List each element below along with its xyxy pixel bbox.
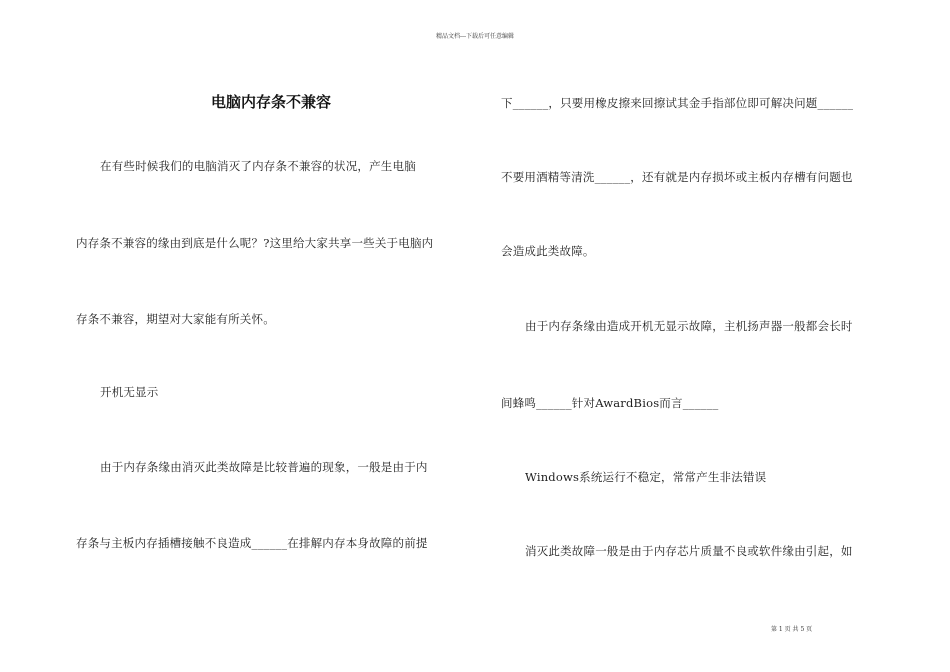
section-heading: Windows系统运行不稳定，常常产生非法错误 — [525, 470, 767, 484]
body-line: 内存条不兼容的缘由到底是什么呢？?这里给大家共享一些关于电脑内 — [76, 236, 434, 250]
section-heading: 开机无显示 — [100, 385, 159, 399]
body-line: 间蜂鸣______针对AwardBios而言______ — [501, 396, 719, 410]
body-line: 由于内存条缘由消灭此类故障是比较普遍的现象，一般是由于内 — [100, 460, 428, 474]
right-column — [501, 0, 891, 672]
body-line: 存条不兼容，期望对大家能有所关怀。 — [76, 312, 275, 326]
body-line: 存条与主板内存插槽接触不良造成______在排解内存本身故障的前提 — [76, 536, 428, 550]
body-line: 不要用酒精等清洗______，还有就是内存损坏或主板内存槽有问题也 — [501, 170, 853, 184]
body-line: 消灭此类故障一般是由于内存芯片质量不良或软件缘由引起，如 — [525, 544, 853, 558]
document-title: 电脑内存条不兼容 — [210, 93, 331, 111]
body-line: 由于内存条缘由造成开机无显示故障，主机扬声器一般都会长时 — [525, 319, 853, 333]
page-header-note: 精品文档---下载后可任意编辑 — [435, 33, 515, 40]
body-line: 在有些时候我们的电脑消灭了内存条不兼容的状况，产生电脑 — [100, 159, 416, 173]
page-number: 第 1 页 共 5 页 — [771, 626, 813, 633]
left-column — [76, 0, 466, 672]
body-line: 会造成此类故障。 — [501, 244, 595, 258]
body-line: 下______，只要用橡皮擦来回擦试其金手指部位即可解决问题______ — [501, 96, 854, 110]
